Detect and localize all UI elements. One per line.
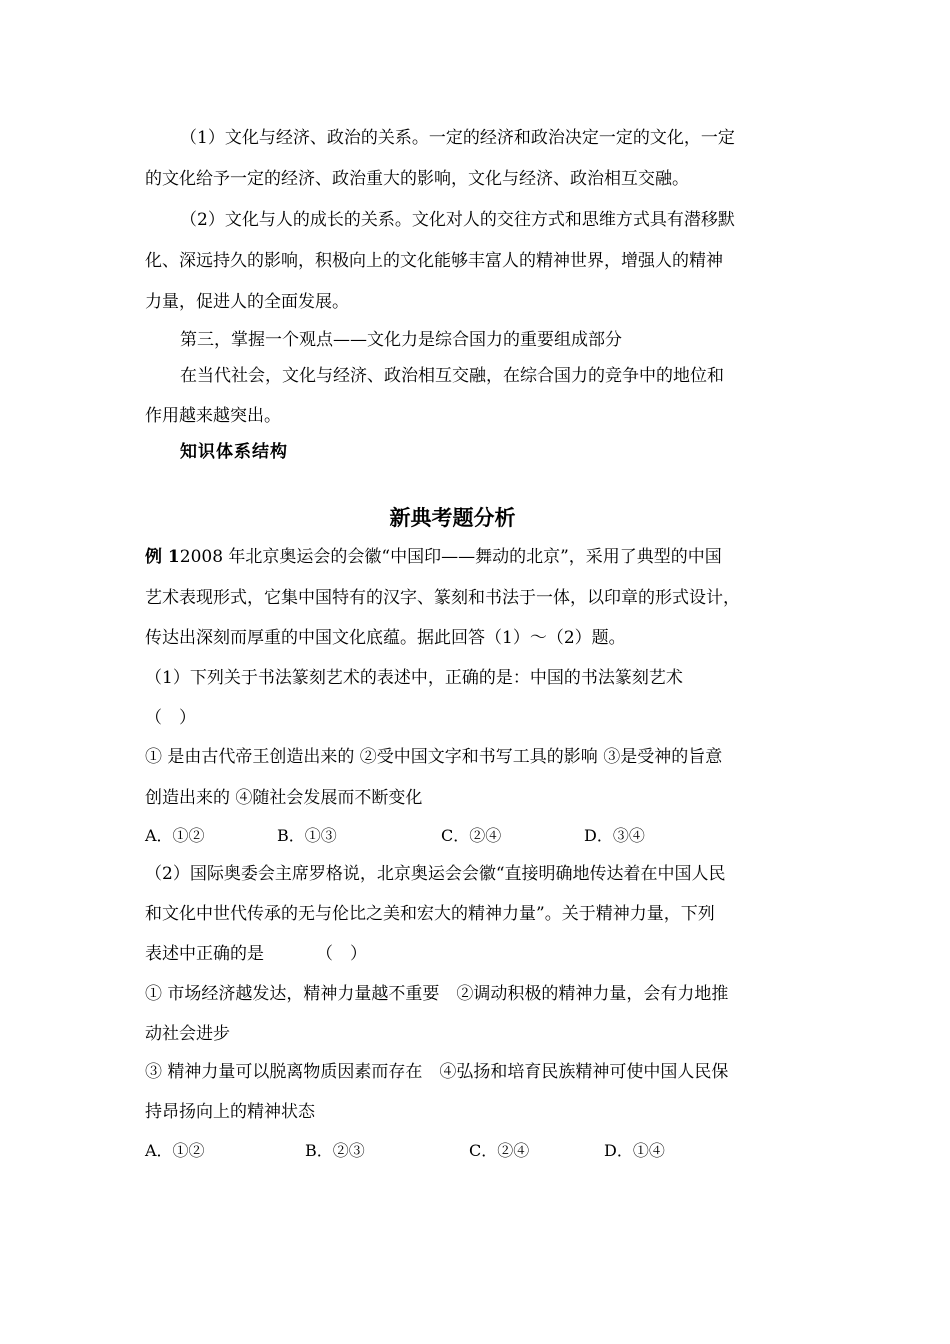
q1-options-line-1: ① 是由古代帝王创造出来的 ②受中国文字和书写工具的影响 ③是受神的旨意 <box>145 747 723 767</box>
q1-choice-c[interactable]: C．②④ <box>441 826 502 845</box>
q1-stem: （1）下列关于书法篆刻艺术的表述中，正确的是：中国的书法篆刻艺术 <box>145 668 683 688</box>
paragraph-culture-economy-line-1: （1）文化与经济、政治的关系。一定的经济和政治决定一定的文化，一定 <box>180 128 735 148</box>
example-label: 例 1 <box>145 547 180 567</box>
q2-options-line-3: ③ 精神力量可以脱离物质因素而存在 ④弘扬和培育民族精神可使中国人民保 <box>145 1062 729 1082</box>
q2-stem-text-3: 表述中正确的是 <box>145 944 264 964</box>
q2-choice-d[interactable]: D．①④ <box>604 1141 665 1160</box>
example-line-1 <box>145 545 722 569</box>
q2-stem-line-1: （2）国际奥委会主席罗格说，北京奥运会会徽“直接明确地传达着在中国人民 <box>145 864 726 884</box>
q2-stem-line-3 <box>145 942 367 966</box>
paragraph-culture-growth-line-1: （2）文化与人的成长的关系。文化对人的交往方式和思维方式具有潜移默 <box>180 210 735 230</box>
paragraph-third-point: 第三，掌握一个观点——文化力是综合国力的重要组成部分 <box>180 330 622 350</box>
example-line-2: 艺术表现形式，它集中国特有的汉字、篆刻和书法于一体，以印章的形式设计， <box>145 588 740 608</box>
q1-choice-a[interactable]: A．①② <box>145 826 205 845</box>
paragraph-culture-economy-line-2: 的文化给予一定的经济、政治重大的影响，文化与经济、政治相互交融。 <box>145 169 689 189</box>
paragraph-culture-growth-line-2: 化、深远持久的影响，积极向上的文化能够丰富人的精神世界，增强人的精神 <box>145 251 723 271</box>
paragraph-culture-growth-line-3: 力量，促进人的全面发展。 <box>145 292 349 312</box>
q2-options-line-1: ① 市场经济越发达，精神力量越不重要 ②调动积极的精神力量，会有力地推 <box>145 984 729 1004</box>
q2-answer-blank: （ ） <box>316 944 367 964</box>
q1-answer-blank: （ ） <box>145 708 196 728</box>
q2-options-line-2: 动社会进步 <box>145 1024 230 1044</box>
q1-choice-d[interactable]: D．③④ <box>584 826 645 845</box>
q2-stem-line-2: 和文化中世代传承的无与伦比之美和宏大的精神力量”。关于精神力量，下列 <box>145 904 715 924</box>
example-text-1: 2008 年北京奥运会的会徽“中国印——舞动的北京”，采用了典型的中国 <box>179 547 722 567</box>
q2-choice-c[interactable]: C．②④ <box>469 1141 530 1160</box>
q2-choice-b[interactable]: B．②③ <box>305 1141 365 1160</box>
paragraph-modern-society-line-1: 在当代社会，文化与经济、政治相互交融，在综合国力的竞争中的地位和 <box>180 366 724 386</box>
q2-options-line-4: 持昂扬向上的精神状态 <box>145 1102 315 1122</box>
main-heading-exam-analysis: 新典考题分析 <box>389 506 516 530</box>
example-line-3: 传达出深刻而厚重的中国文化底蕴。据此回答（1）～（2）题。 <box>145 628 626 648</box>
section-heading-knowledge-structure: 知识体系结构 <box>180 442 288 462</box>
q1-choice-b[interactable]: B．①③ <box>277 826 337 845</box>
paragraph-modern-society-line-2: 作用越来越突出。 <box>145 406 281 426</box>
q1-options-line-2: 创造出来的 ④随社会发展而不断变化 <box>145 788 423 808</box>
q2-choice-a[interactable]: A．①② <box>145 1141 205 1160</box>
